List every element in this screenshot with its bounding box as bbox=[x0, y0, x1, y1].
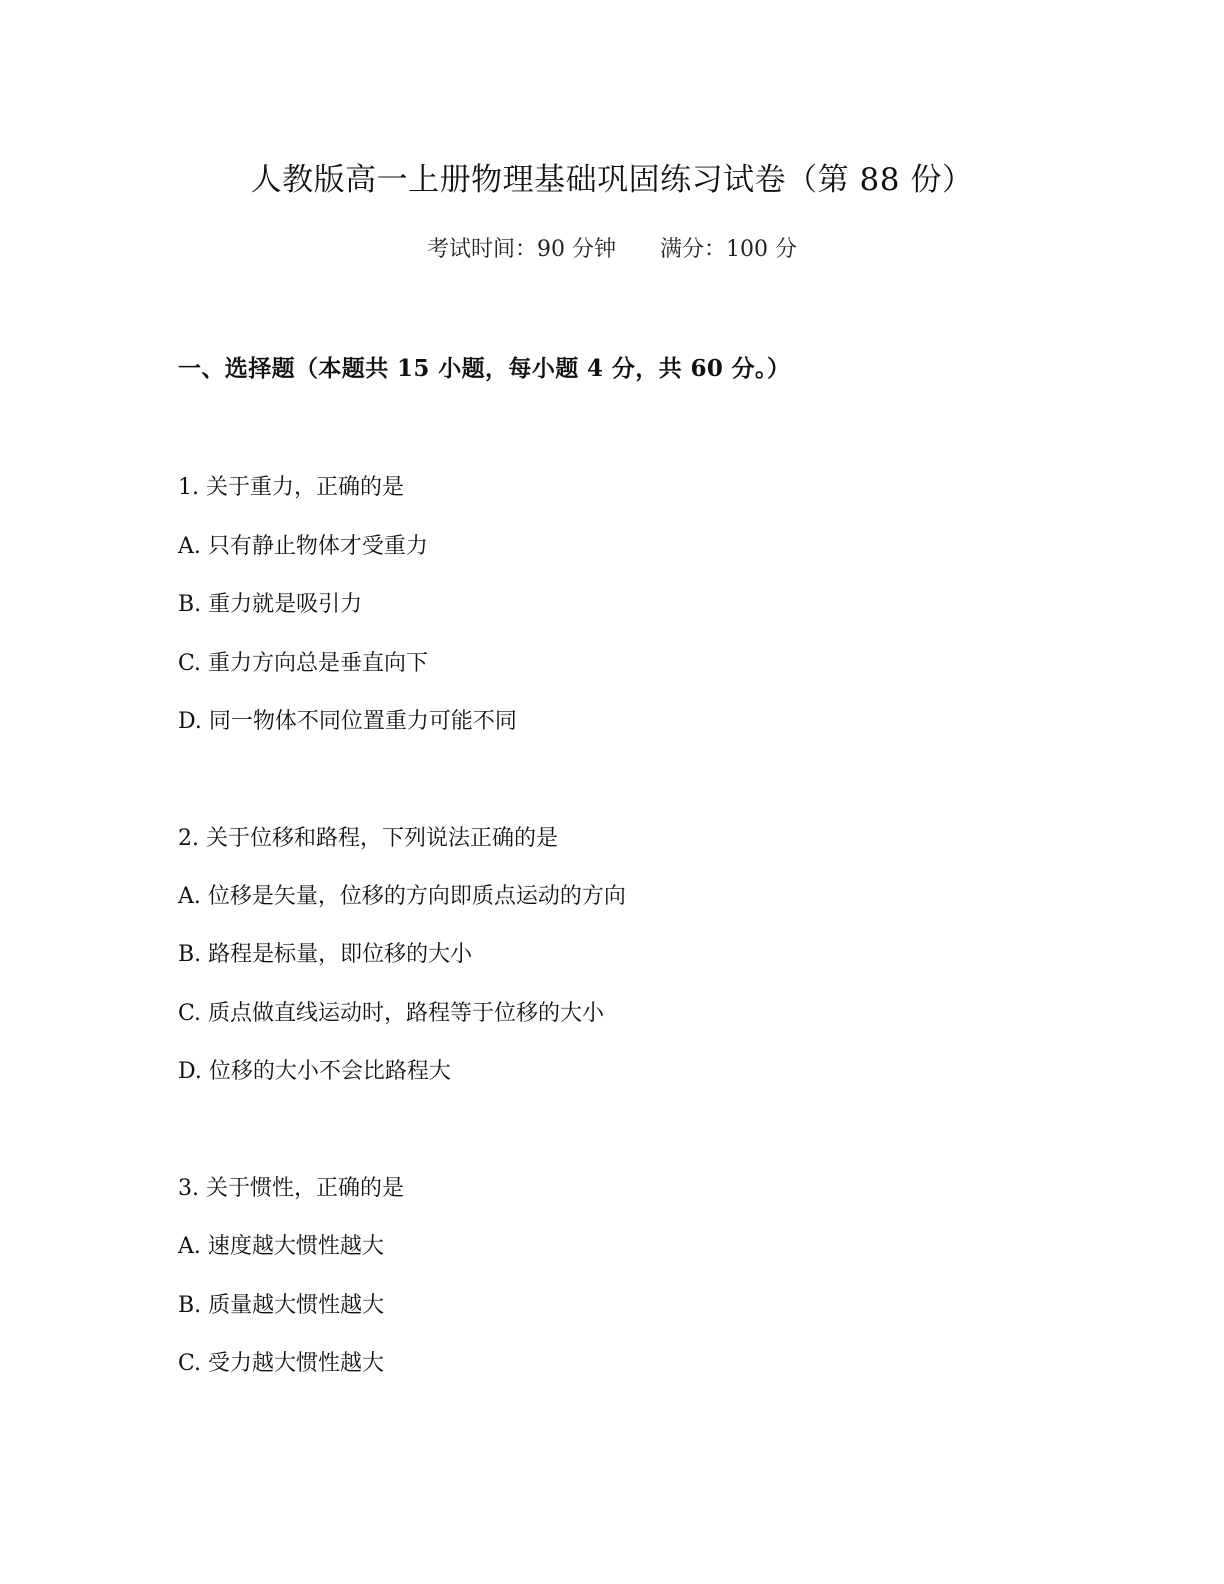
question-2-option-a: A. 位移是矢量，位移的方向即质点运动的方向 bbox=[178, 884, 626, 909]
question-1-option-d: D. 同一物体不同位置重力可能不同 bbox=[178, 709, 517, 734]
exam-meta bbox=[0, 233, 1224, 267]
full-score: 满分：100 分 bbox=[660, 237, 797, 262]
question-3-option-b: B. 质量越大惯性越大 bbox=[178, 1293, 385, 1318]
exam-time: 考试时间：90 分钟 bbox=[427, 237, 616, 262]
section-title: 一、选择题（本题共 15 小题，每小题 4 分，共 60 分。） bbox=[178, 355, 791, 382]
question-1-option-c: C. 重力方向总是垂直向下 bbox=[178, 651, 429, 676]
question-1-option-b: B. 重力就是吸引力 bbox=[178, 592, 363, 617]
question-3-option-c: C. 受力越大惯性越大 bbox=[178, 1351, 385, 1376]
question-2-option-b: B. 路程是标量，即位移的大小 bbox=[178, 942, 473, 967]
question-2-option-d: D. 位移的大小不会比路程大 bbox=[178, 1059, 451, 1084]
question-2-option-c: C. 质点做直线运动时，路程等于位移的大小 bbox=[178, 1001, 605, 1026]
question-1-stem: 1. 关于重力，正确的是 bbox=[178, 475, 404, 500]
question-3-option-a: A. 速度越大惯性越大 bbox=[178, 1234, 384, 1259]
question-1-option-a: A. 只有静止物体才受重力 bbox=[178, 534, 428, 559]
exam-title: 人教版高一上册物理基础巩固练习试卷（第 88 份） bbox=[250, 162, 974, 198]
question-3-stem: 3. 关于惯性，正确的是 bbox=[178, 1176, 404, 1201]
question-2-stem: 2. 关于位移和路程，下列说法正确的是 bbox=[178, 826, 558, 851]
